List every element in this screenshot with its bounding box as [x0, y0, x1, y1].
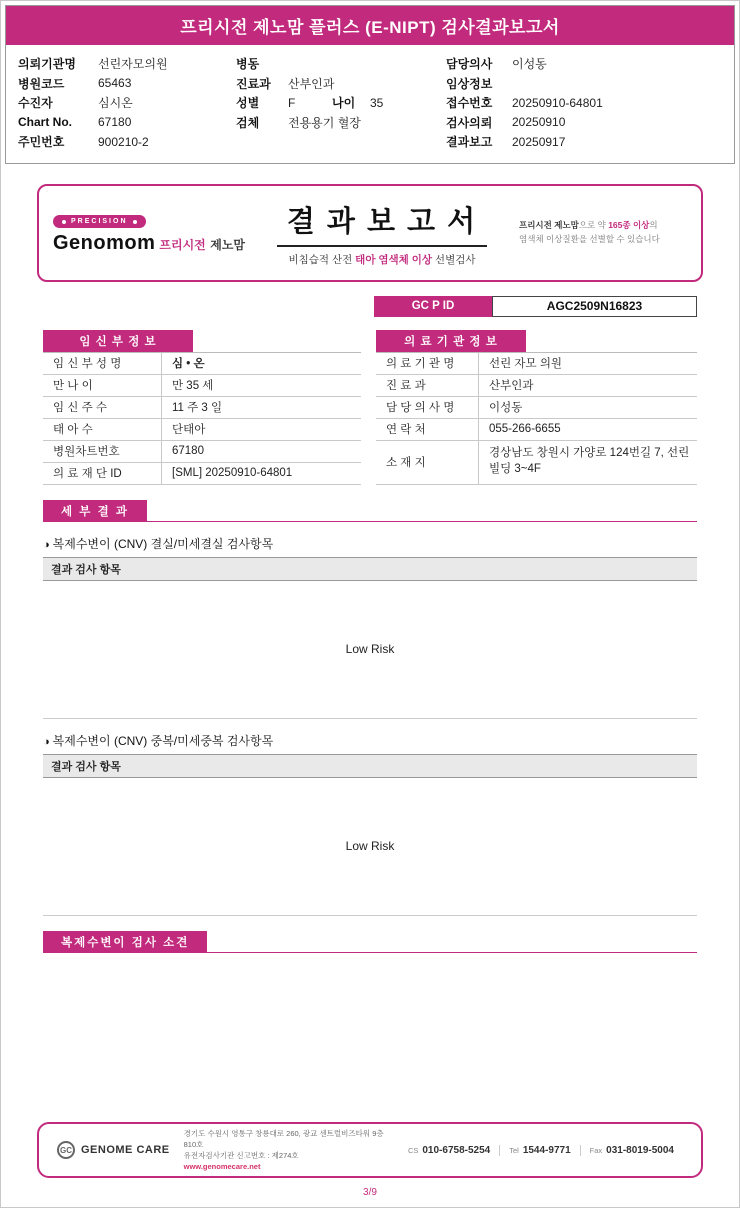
genomecare-logo [57, 1141, 170, 1159]
patient-header-info [6, 45, 734, 163]
footer-contacts [399, 1145, 683, 1156]
field-label: 검사의뢰 [446, 115, 493, 130]
header-row [18, 93, 236, 113]
page-number: 3/9 [363, 1187, 377, 1198]
report-title-block [245, 199, 519, 267]
website-link[interactable]: www.genomecare.net [183, 1162, 261, 1172]
field-value: 산부인과 [288, 76, 335, 91]
genomecare-logo-text: GENOME CARE [81, 1144, 170, 1156]
row-value: 경상남도 창원시 가양로 124번길 7, 선린 빌딩 3~4F [478, 441, 697, 484]
row-value: 선린 자모 의원 [478, 353, 697, 374]
result-area [43, 581, 697, 719]
header-row [446, 132, 722, 152]
field-value: F [288, 95, 296, 110]
cnv-opinion-header-box: 복제수변이 검사 소견 [43, 931, 207, 953]
tagline-line-1 [519, 219, 687, 232]
info-tables [43, 330, 697, 485]
gcpid-label: GC P ID [374, 296, 492, 317]
tagline-highlight: 165종 이상 [608, 220, 650, 231]
row-label: 병원차트번호 [53, 446, 120, 458]
subtitle-text: 선별검사 [432, 253, 476, 266]
pregnant-info-header: 임 신 부 정 보 [43, 330, 193, 352]
cnv-opinion-header [43, 931, 697, 953]
header-col-3 [446, 54, 722, 152]
row-label: 만 나 이 [53, 380, 93, 392]
table-row [43, 419, 361, 441]
pregnant-info-body [43, 352, 361, 485]
field-label: 병동 [236, 57, 260, 72]
subtitle-highlight: 태아 염색체 이상 [355, 253, 433, 266]
field-label: 성별 [236, 96, 260, 111]
header-col-2 [236, 54, 446, 152]
header-row [236, 113, 446, 133]
row-value: 11 주 3 일 [161, 397, 361, 418]
document-body [1, 164, 739, 1208]
header-row [446, 74, 722, 94]
header-block [5, 5, 735, 164]
header-row [236, 54, 446, 74]
address-line-2: 유전자검사기관 신고번호 : 제274호 [183, 1151, 299, 1160]
field-value: 20250910-64801 [512, 95, 603, 110]
table-row [43, 353, 361, 375]
cnv-deletion-section [37, 522, 703, 719]
page-title: 프리시전 제노맘 플러스 (E-NIPT) 검사결과보고서 [6, 6, 734, 45]
field-value: 20250910 [512, 115, 566, 130]
field-label: 나이 [332, 96, 356, 111]
field-value: 이성동 [512, 57, 547, 72]
field-value: 35 [370, 95, 384, 110]
row-label: 소 재 지 [386, 457, 426, 469]
field-label: 접수번호 [446, 96, 493, 111]
address-line-1: 경기도 수원시 영통구 창룡대로 260, 광교 센트럴비즈타워 9층 810호 [183, 1128, 384, 1149]
precision-badge [53, 215, 146, 228]
field-label: 결과보고 [446, 135, 493, 150]
tel-label: Tel [509, 1145, 519, 1155]
detail-results-header [43, 500, 697, 522]
section-title-text: 복제수변이 (CNV) 중복/미세중복 검사항목 [52, 733, 274, 748]
row-label: 진 료 과 [386, 380, 426, 392]
brand-name: Genomom [53, 231, 156, 254]
genomecare-logo-icon: GC [57, 1141, 75, 1159]
clinic-info-header: 의 료 기 관 정 보 [376, 330, 526, 352]
precision-badge-label: PRECISION [71, 218, 128, 225]
result-value: Low Risk [345, 642, 395, 656]
row-value: 심 • 온 [161, 353, 361, 374]
header-row [446, 93, 722, 113]
report-tagline [519, 219, 687, 245]
result-area [43, 778, 697, 916]
tel-number: 1544-9771 [522, 1144, 571, 1156]
brand-name-kr-highlight: 프리시전 [159, 237, 206, 252]
field-value: 20250917 [512, 134, 566, 149]
table-row [43, 375, 361, 397]
dot-icon [133, 220, 137, 224]
result-report-banner [37, 184, 703, 282]
fax-number: 031-8019-5004 [606, 1144, 674, 1156]
row-value: [SML] 20250910-64801 [161, 463, 361, 484]
cnv-duplication-section [37, 719, 703, 916]
table-row [376, 441, 697, 485]
detail-results-header-box: 세 부 결 과 [43, 500, 147, 522]
brand-name-kr: 제노맘 [210, 237, 246, 252]
pregnant-info-table [43, 330, 361, 485]
header-row [18, 74, 236, 94]
table-row [43, 441, 361, 463]
field-value: 선린자모의원 [98, 57, 168, 72]
table-row [43, 397, 361, 419]
field-value: 65463 [98, 76, 132, 91]
cs-number: 010-6758-5254 [422, 1144, 491, 1156]
header-row [18, 132, 236, 152]
field-label: 병원코드 [18, 76, 65, 91]
gcpid-row [374, 296, 697, 317]
row-value: 이성동 [478, 397, 697, 418]
table-row [376, 397, 697, 419]
result-value: Low Risk [345, 839, 395, 853]
genomom-logo [53, 211, 245, 255]
report-main-title: 결 과 보 고 서 [277, 199, 487, 247]
header-col-1 [18, 54, 236, 152]
table-row [376, 419, 697, 441]
row-label: 임 신 주 수 [53, 402, 108, 414]
header-row [18, 54, 236, 74]
subtitle-text: 비침습적 산전 [288, 253, 356, 266]
row-label: 태 아 수 [53, 424, 93, 436]
footer-address [184, 1128, 385, 1173]
field-label: 담당의사 [446, 57, 493, 72]
header-row [236, 93, 446, 113]
fax-label: Fax [589, 1145, 603, 1155]
dot-icon [62, 220, 66, 224]
field-label: 임상정보 [446, 76, 493, 91]
tagline-text: 의 [649, 220, 658, 231]
table-row [376, 375, 697, 397]
half-circle-icon: ◑ [43, 735, 50, 748]
row-label: 의 료 기 관 명 [386, 358, 455, 370]
footer-card [37, 1122, 703, 1178]
result-column-header: 결과 검사 항목 [43, 557, 697, 581]
clinic-info-table [376, 330, 697, 485]
header-row [446, 113, 722, 133]
result-column-header: 결과 검사 항목 [43, 754, 697, 778]
row-label: 담 당 의 사 명 [386, 402, 455, 414]
row-value: 단태아 [161, 419, 361, 440]
header-row [446, 54, 722, 74]
half-circle-icon: ◑ [43, 538, 50, 551]
section-title [43, 535, 697, 552]
field-label: 주민번호 [18, 135, 65, 150]
gcpid-value: AGC2509N16823 [492, 296, 697, 317]
field-label: 의뢰기관명 [18, 57, 76, 72]
field-label: 진료과 [236, 76, 271, 91]
table-row [376, 353, 697, 375]
field-value: 67180 [98, 115, 132, 130]
row-value: 67180 [161, 441, 361, 462]
field-value: 전용용기 혈장 [288, 115, 361, 130]
empty-opinion-area [37, 953, 703, 1123]
table-row [43, 463, 361, 485]
section-title [43, 732, 697, 749]
row-label: 임 신 부 성 명 [53, 358, 122, 370]
tagline-text: 으로 약 [578, 220, 609, 231]
section-title-text: 복제수변이 (CNV) 결실/미세결실 검사항목 [52, 536, 274, 551]
fax-contact [580, 1145, 683, 1156]
cs-contact [399, 1145, 499, 1156]
row-value: 055-266-6655 [478, 419, 697, 440]
tel-contact [499, 1145, 579, 1156]
field-label: 수진자 [18, 96, 53, 111]
row-value: 만 35 세 [161, 375, 361, 396]
tagline-brand: 프리시전 제노맘 [519, 220, 579, 231]
report-subtitle [245, 252, 519, 267]
cs-label: CS [407, 1145, 419, 1155]
header-row [18, 113, 236, 133]
clinic-info-body [376, 352, 697, 485]
field-value: 심시온 [98, 96, 133, 111]
row-label: 의 료 재 단 ID [53, 468, 122, 480]
field-label: Chart No. [18, 115, 72, 130]
row-label: 연 락 처 [386, 424, 426, 436]
tagline-line-2: 염색체 이상질환을 선별할 수 있습니다 [519, 233, 660, 244]
field-value: 900210-2 [98, 134, 149, 149]
row-value: 산부인과 [478, 375, 697, 396]
field-label: 검체 [236, 115, 260, 130]
header-row [236, 74, 446, 94]
brand-line [53, 232, 245, 255]
